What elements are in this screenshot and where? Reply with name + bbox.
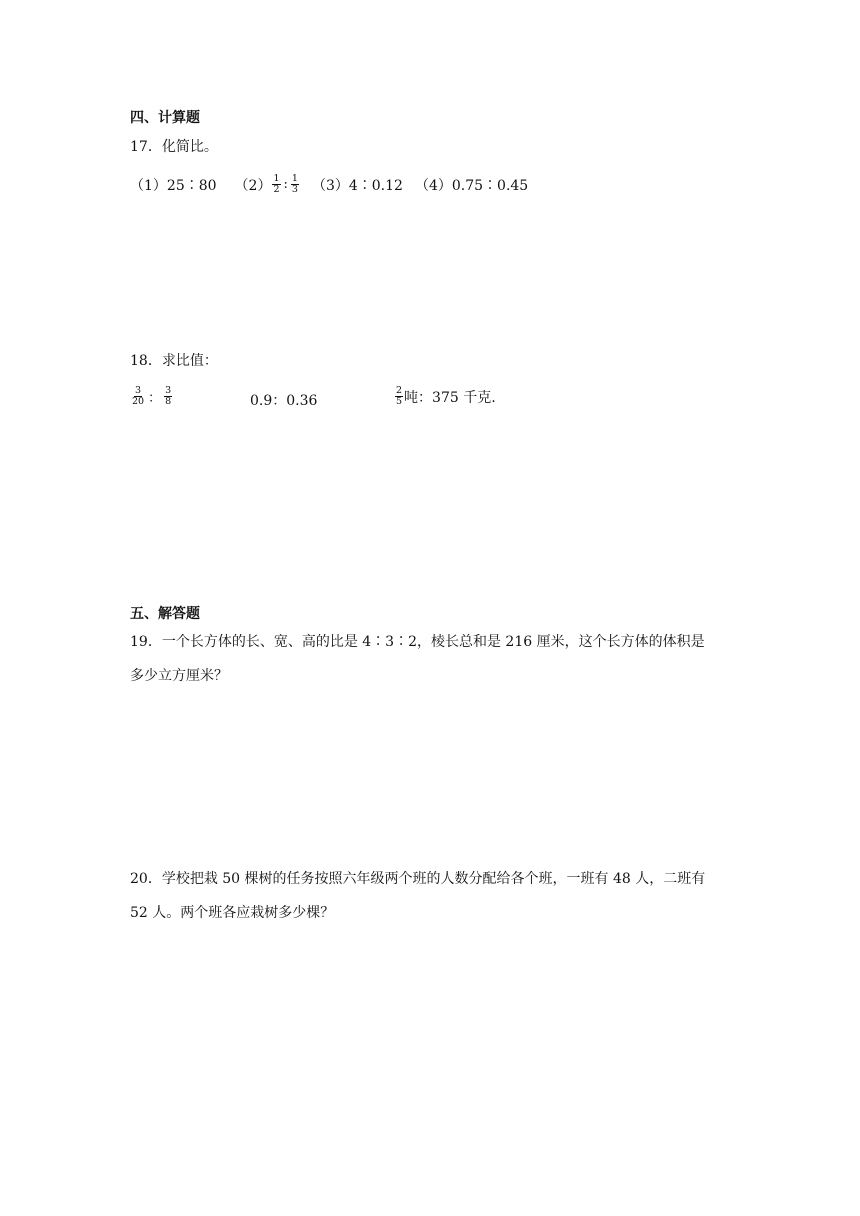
- q17-item-4: （4）0.75∶0.45: [414, 177, 529, 194]
- question-19-line-1: 19．一个长方体的长、宽、高的比是 4∶3∶2，棱长总和是 216 厘米，这个长方体的体积是: [130, 634, 705, 650]
- q17-item-2-colon: :: [283, 177, 288, 192]
- q17-item-2-fraction-a: $\frac{1}{2}$: [273, 173, 280, 195]
- q17-item-1: （1）25∶80: [130, 177, 217, 194]
- q17-item-3: （3）4∶0.12: [311, 177, 403, 194]
- section-heading-calculation: 四、计算题: [130, 110, 200, 126]
- q18-expression-1: $\frac{3}{20}$ ： $\frac{3}{8}$: [132, 385, 172, 407]
- question-20-line-2: 52 人。两个班各应栽树多少棵？: [130, 905, 335, 921]
- question-17-stem: 17．化简比。: [130, 139, 218, 155]
- q17-item-2-fraction-b: $\frac{1}{3}$: [291, 173, 298, 195]
- question-17-items: [130, 174, 528, 195]
- section-heading-word-problems: 五、解答题: [130, 606, 200, 622]
- q18-e3-fraction: $\frac{2}{5}$: [396, 385, 403, 407]
- q18-expression-3: $\frac{2}{5}$ 吨：375 千克.: [396, 385, 496, 407]
- question-20-line-1: 20．学校把栽 50 棵树的任务按照六年级两个班的人数分配给各个班，一班有 48 人，二班有: [130, 871, 706, 887]
- q18-e1-fraction-a: $\frac{3}{20}$: [132, 385, 145, 407]
- q17-item-2-label: （2）: [234, 177, 272, 194]
- question-18-stem: 18．求比值：: [130, 353, 218, 369]
- question-19-line-2: 多少立方厘米？: [130, 668, 228, 684]
- q18-e1-fraction-b: $\frac{3}{8}$: [165, 385, 172, 407]
- q18-expression-2: 0.9：0.36: [250, 393, 318, 409]
